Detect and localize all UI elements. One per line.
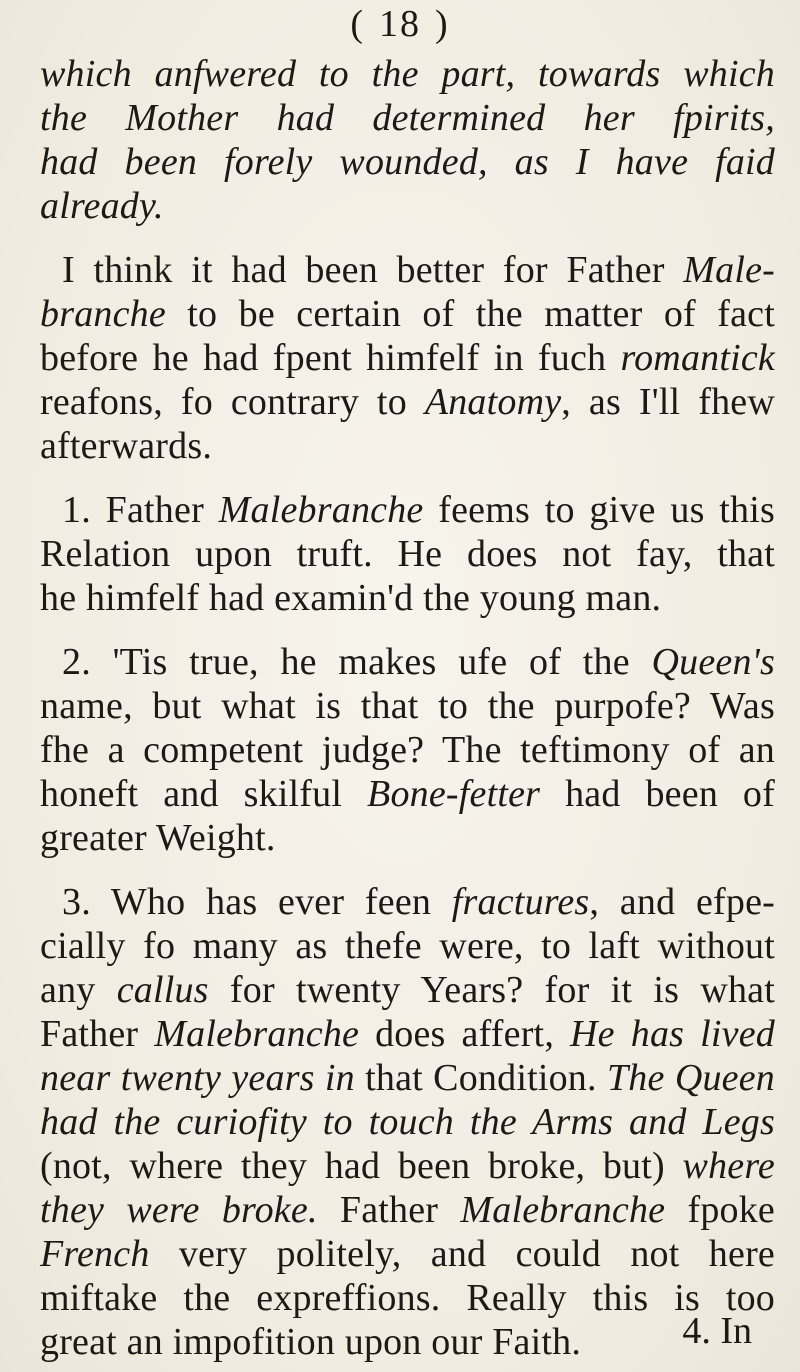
text-line [40,1056,775,1100]
text-run: I think it had been better for Father [62,249,684,291]
text-line [40,640,775,684]
italic-run: Malebranche [154,1013,360,1055]
text-run: , as I'll fhew [561,381,775,423]
italic-run: near twenty years in [40,1057,355,1099]
text-run: 1. Father [62,489,219,531]
opening-paragraph [40,52,775,228]
text-line: already. [40,185,164,227]
text-line: he himfelf had examin'd the young man. [40,577,662,619]
text-line: name, but what is that to the purpofe? Was [40,685,775,727]
text-line: great an impofition upon our Faith. [40,1321,582,1363]
point-3-paragraph [40,880,775,1364]
italic-run: Queen's [651,641,775,683]
italic-run: fractures [451,881,590,923]
text-line [40,880,775,924]
italic-run: Male- [683,249,775,291]
text-run: for twenty Years? for it is what [208,969,775,1011]
italic-run: where [682,1145,775,1187]
italic-run: The Queen [606,1057,775,1099]
text-line: Relation upon truft. He does not fay, that [40,533,775,575]
text-run: had been of [540,773,775,815]
italic-run: French [40,1233,150,1275]
italic-run: branche [40,293,166,335]
text-line [40,336,775,380]
text-line [40,248,775,292]
text-line [40,1144,775,1188]
text-line: had been forely wounded, as I have faid [40,141,775,183]
italic-run: He has lived [570,1013,775,1055]
text-line [40,488,775,532]
text-line [40,1232,775,1276]
page-number: 18 [379,3,421,45]
text-run: 3. Who has ever feen [62,881,452,923]
text-line: had the curiofity to touch the Arms and Legs [40,1101,775,1143]
text-line [40,772,775,816]
text-run: that Condition. [354,1057,607,1099]
text-run: Father [317,1189,461,1231]
text-run: fpoke [665,1189,775,1231]
text-run: very politely, and could not here [149,1233,775,1275]
text-run: reafons, fo contrary to [40,381,425,423]
italic-run: Malebranche [218,489,424,531]
text-run: does affert, [359,1013,571,1055]
close-paren: ) [435,3,450,45]
text-run: , and efpe- [589,881,776,923]
italic-run: romantick [620,337,775,379]
text-line [40,1012,775,1056]
text-line: the Mother had determined her fpirits, [40,97,775,139]
text-run: before he had fpent himfelf in fuch [40,337,621,379]
text-line: fhe a competent judge? The teftimony of an [40,729,775,771]
text-line [40,1188,775,1232]
text-line: which anfwered to the part, towards which [40,53,775,95]
text-run: Father [40,1013,155,1055]
italic-run: Bone-fetter [367,773,541,815]
text-run: (not, where they had been broke, but) [40,1145,683,1187]
text-line: cially fo many as thefe were, to laft without [40,925,775,967]
text-run: any [40,969,117,1011]
italic-run: Anatomy [424,381,562,423]
italic-run: they were broke. [40,1189,318,1231]
text-run: 2. 'Tis true, he makes ufe of the [62,641,652,683]
point-2-paragraph [40,640,775,860]
text-run: honeft and skilful [40,773,368,815]
open-paren: ( [350,3,365,45]
intro-paragraph [40,248,775,468]
text-line [40,292,775,336]
text-line [40,968,775,1012]
text-line: greater Weight. [40,817,276,859]
text-line: afterwards. [40,425,213,467]
text-run: feems to give us this [423,489,776,531]
italic-run: Malebranche [460,1189,666,1231]
italic-run: callus [116,969,209,1011]
text-run: to be certain of the matter of fact [165,293,775,335]
text-line [40,380,775,424]
point-1-paragraph [40,488,775,620]
catchword: 4. In [682,1310,752,1352]
page-header [0,2,800,46]
text-line: miftake the expreffions. Really this is too [40,1277,775,1319]
